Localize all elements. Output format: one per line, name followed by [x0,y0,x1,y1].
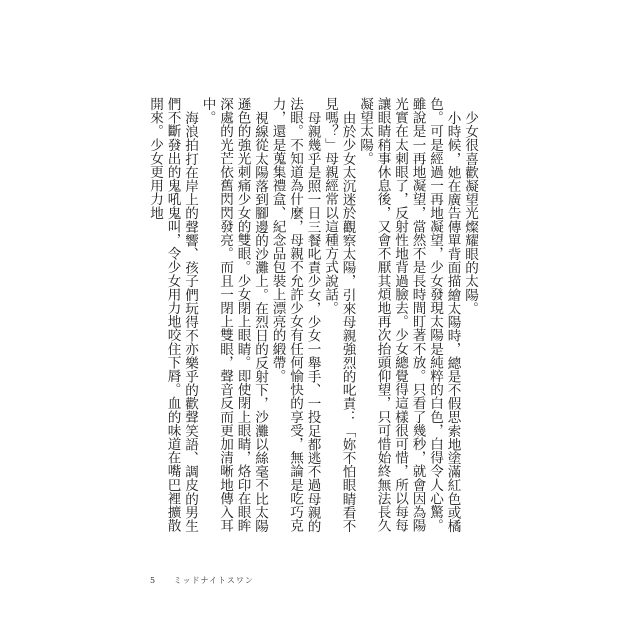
body-text [146,97,479,533]
paragraph: 視線從太陽落到腳邊的沙灘上。在烈日的反射下，沙灘以絲毫不比太陽遜色的強光刺痛少女的雙眼。少女閉上眼睛。即使閉上眼睛，烙印在眼眸深處的光芒依舊閃閃發亮。而且一閉上雙眼，聲音反而更加清晰地傳入耳中。 [199,97,268,533]
page-footer [150,575,268,586]
paragraph: 少女很喜歡凝望光燦耀眼的太陽。 [462,110,478,315]
paragraph: 小時候，她在廣告傳單背面描繪太陽時，總是不假思索地塗滿紅色或橘色。可是經過一再地凝望，少女發現太陽是純粹的白色，白得令人心驚。雖說是一再地凝望，當然不是長時間盯著不放。只看了幾秒，就會因為陽光實在太刺眼了，反射性地背過臉去。少女總覺得這樣很可惜，所以每每讓眼睛稍事休息後，又會不厭其煩地再次抬頭仰望，只可惜始終無法長久凝望太陽。 [357,97,461,533]
paragraph: 海浪拍打在岸上的聲響、孩子們玩得不亦樂乎的歡聲笑語、調皮的男生們不斷發出的鬼吼鬼叫，令少女用力地咬住下脣。血的味道在嘴巴裡擴散開來。少女更用力地 [147,97,198,533]
running-title: ミッドナイトスワン [173,576,254,585]
paragraph: 母親幾乎是照一日三餐叱責少女，少女一舉手、一投足都逃不過母親的法眼。不知道為什麼，母親不允許少女有任何愉快的享受，無論是吃巧克力，還是蒐集禮盒、紀念品包裝上漂亮的緞帶。 [269,97,321,533]
paragraph: 由於少女太沉迷於觀察太陽，引來母親強烈的叱責：「妳不怕眼睛看不見嗎？」母親經常以這種方式說話。 [322,97,356,533]
page-number: 5 [150,576,157,585]
